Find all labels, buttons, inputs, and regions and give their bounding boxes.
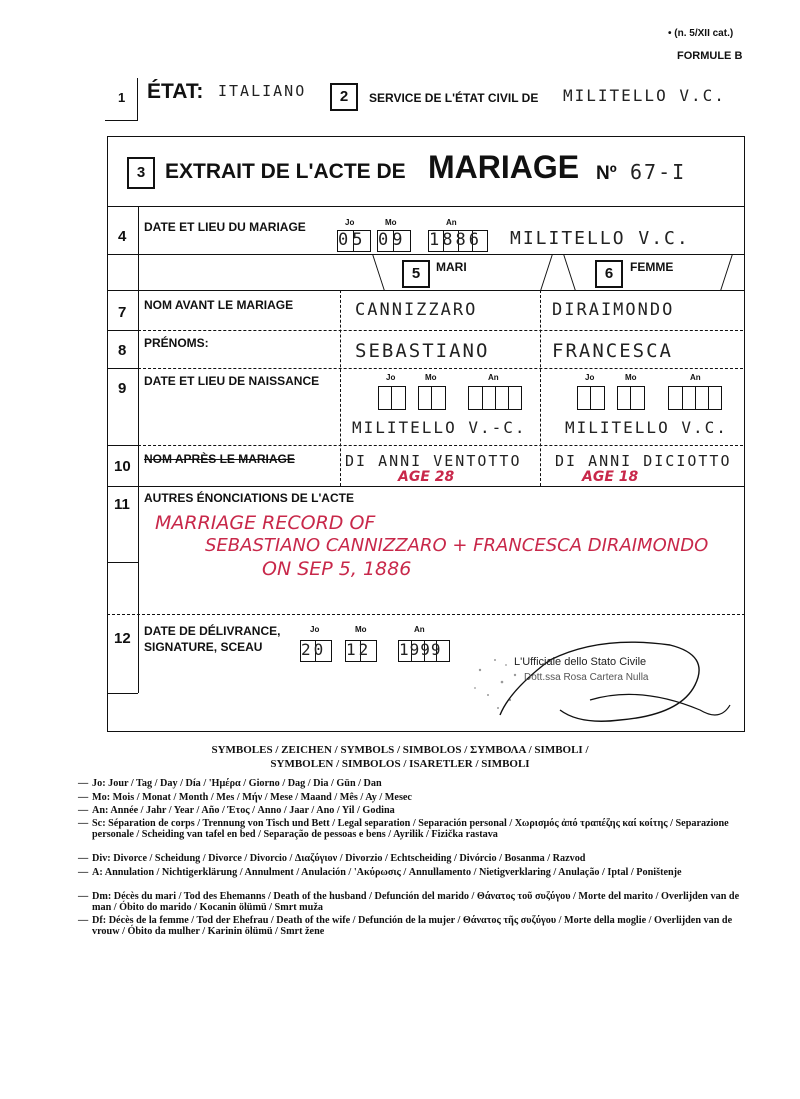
husband-birth-month-header: Mo: [425, 373, 437, 382]
first-names-label: PRÉNOMS:: [144, 336, 209, 350]
issue-day-header: Jo: [310, 625, 320, 634]
wife-age-note: AGE 18: [582, 469, 639, 485]
stamp-text-line-1: L'Ufficiale dello Stato Civile: [514, 656, 647, 668]
row-4-number: 4: [118, 228, 127, 245]
other-statements-label: AUTRES ÉNONCIATIONS DE L'ACTE: [144, 491, 354, 505]
husband-birth-year-box: [468, 386, 522, 410]
issue-month-header: Mo: [355, 625, 367, 634]
husband-first-name: SEBASTIANO: [355, 340, 490, 362]
wife-birth-month-box: [617, 386, 645, 410]
symbol-div: — Div: Divorce / Scheidung / Divorce / Divorcio / Διαζύγιον / Divorzio / Echtscheiding / Divórcio / Bosanma / Razvod: [78, 853, 586, 864]
signature-seal-label: SIGNATURE, SCEAU: [144, 640, 263, 654]
wife-birth-year-box: [668, 386, 722, 410]
extract-title-main: MARIAGE: [428, 149, 580, 185]
marriage-month-header: Mo: [385, 218, 397, 227]
name-before-marriage-label: NOM AVANT LE MARIAGE: [144, 298, 294, 312]
field-1-number: 1: [118, 90, 126, 105]
marriage-year-header: An: [446, 218, 457, 227]
wife-birth-day-header: Jo: [585, 373, 595, 382]
symbol-mo: — Mo: Mois / Monat / Month / Mes / Μήν / Mese / Maand / Mês / Ay / Mesec: [78, 792, 412, 803]
field-1-marker: [137, 78, 138, 120]
heads-divider: [107, 290, 745, 291]
catalog-reference: • (n. 5/XII cat.): [668, 28, 734, 39]
symbol-sc: — Sc: Séparation de corps / Trennung von Tisch und Bett / Legal separation / Separación personal / Χωρισμός ἀπό τραπέζης καί κοίτης / Separazione personale / Scheiding van tafel en bed / Separação de pessoas e bens / Ayrilik / Fizička rastava: [78, 818, 729, 840]
marriage-year: 1886: [429, 230, 482, 250]
service-label: SERVICE DE L'ÉTAT CIVIL DE: [369, 91, 539, 105]
annotation-line-3: ON SEP 5, 1886: [262, 558, 412, 580]
symbols-title-line-1: SYMBOLES / ZEICHEN / SYMBOLS / SIMBOLOS / ΣΥΜΒΟΛΑ / SIMBOLI /: [211, 744, 589, 756]
issue-date-label: DATE DE DÉLIVRANCE,: [144, 624, 281, 638]
formule-label: FORMULE B: [677, 50, 743, 62]
field-1-underline: [105, 120, 138, 121]
wife-first-name: FRANCESCA: [552, 340, 673, 362]
husband-age-text: DI ANNI VENTOTTO: [345, 452, 522, 470]
row-4-divider: [107, 254, 745, 255]
row-9-number: 9: [118, 380, 127, 397]
extract-title-prefix: EXTRAIT DE L'ACTE DE: [165, 160, 406, 183]
stamp-text-line-2: Dott.ssa Rosa Cartera Nulla: [524, 672, 649, 683]
title-divider: [107, 206, 745, 207]
row-7-number: 7: [118, 304, 127, 321]
husband-surname: CANNIZZARO: [355, 300, 478, 320]
marriage-place: MILITELLO V.C.: [510, 228, 690, 249]
wife-age-text: DI ANNI DICIOTTO: [555, 452, 732, 470]
femme-column-left: [540, 290, 541, 486]
etat-value: ITALIANO: [218, 82, 307, 100]
husband-birth-year-header: An: [488, 373, 499, 382]
wife-birth-year-header: An: [690, 373, 701, 382]
row-12-number: 12: [114, 630, 131, 647]
symbol-a: — A: Annulation / Nichtigerklärung / Annulment / Anulación / 'Ακύρωσις / Annullamento / Nietigverklaring / Anulação / Iptal / Poništenje: [78, 867, 682, 878]
row-10-number: 10: [114, 458, 131, 475]
row-9-num-divider: [107, 445, 138, 446]
service-value: MILITELLO V.C.: [563, 86, 726, 105]
annotation-line-2: SEBASTIANO CANNIZZARO + FRANCESCA DIRAIMONDO: [205, 535, 709, 556]
field-2-box: 2: [330, 83, 358, 111]
annotation-line-1: MARRIAGE RECORD OF: [155, 512, 376, 534]
husband-birth-day-box: [378, 386, 406, 410]
symbol-dm: — Dm: Décès du mari / Tod des Ehemanns / Death of the husband / Defunción del marido / Θάνατος τοῦ συζύγου / Morte del marito / Overlijden van de man / Óbito do marido / Kocanin ölümü / Smrt muža: [78, 891, 740, 913]
symbols-title-line-2: SYMBOLEN / SIMBOLOS / ISARETLER / SIMBOLI: [270, 758, 530, 770]
row-7-num-divider: [107, 330, 138, 331]
issue-month: 12: [346, 640, 372, 659]
record-number-value: 67-I: [630, 160, 687, 184]
symbol-df: — Df: Décès de la femme / Tod der Ehefrau / Death of the wife / Defunción de la mujer / Θάνατος τῆς συζύγου / Morte della moglie / Overlijden van de vrouw / Óbito da mulher / Karinin ölümü / Smrt žene: [78, 915, 733, 937]
marriage-day-header: Jo: [345, 218, 355, 227]
symbol-jo: — Jo: Jour / Tag / Day / Día / 'Ημέρα / Giorno / Dag / Dia / Gün / Dan: [78, 778, 382, 789]
issue-year: 1999: [399, 640, 442, 659]
row-11-num-divider: [107, 562, 138, 563]
marriage-day: 05: [338, 230, 367, 250]
issue-year-header: An: [414, 625, 425, 634]
marriage-month: 09: [378, 230, 407, 250]
wife-birth-day-box: [577, 386, 605, 410]
row-8-number: 8: [118, 342, 127, 359]
marriage-date-place-label: DATE ET LIEU DU MARIAGE: [144, 220, 306, 234]
symbol-an: — An: Année / Jahr / Year / Año / Έτος / Anno / Jaar / Ano / Yil / Godina: [78, 805, 395, 816]
mari-column-left: [340, 290, 341, 486]
wife-birth-place: MILITELLO V.C.: [565, 418, 728, 437]
birth-date-place-label: DATE ET LIEU DE NAISSANCE: [144, 374, 320, 388]
row-8-num-divider: [107, 368, 138, 369]
number-column-divider: [138, 206, 139, 693]
issue-day: 20: [301, 640, 327, 659]
name-after-marriage-label: NOM APRÈS LE MARIAGE: [144, 452, 295, 466]
husband-birth-place: MILITELLO V.-C.: [352, 418, 527, 437]
record-number-label: Nº: [596, 163, 617, 184]
husband-birth-day-header: Jo: [386, 373, 396, 382]
etat-label: ÉTAT:: [147, 80, 204, 103]
wife-birth-month-header: Mo: [625, 373, 637, 382]
mari-header: MARI: [436, 260, 467, 274]
husband-age-note: AGE 28: [398, 469, 455, 485]
field-5-box: 5: [402, 260, 430, 288]
row-8-divider: [138, 368, 743, 369]
row-10-divider: [107, 486, 745, 487]
wife-surname: DIRAIMONDO: [552, 300, 675, 320]
row-12-num-divider: [107, 693, 138, 694]
femme-header: FEMME: [630, 260, 674, 274]
row-11-divider: [107, 614, 745, 615]
row-9-divider: [138, 445, 743, 446]
husband-birth-month-box: [418, 386, 446, 410]
field-3-box: 3: [127, 157, 155, 189]
row-11-number: 11: [114, 496, 130, 513]
field-6-box: 6: [595, 260, 623, 288]
row-7-divider: [138, 330, 743, 331]
